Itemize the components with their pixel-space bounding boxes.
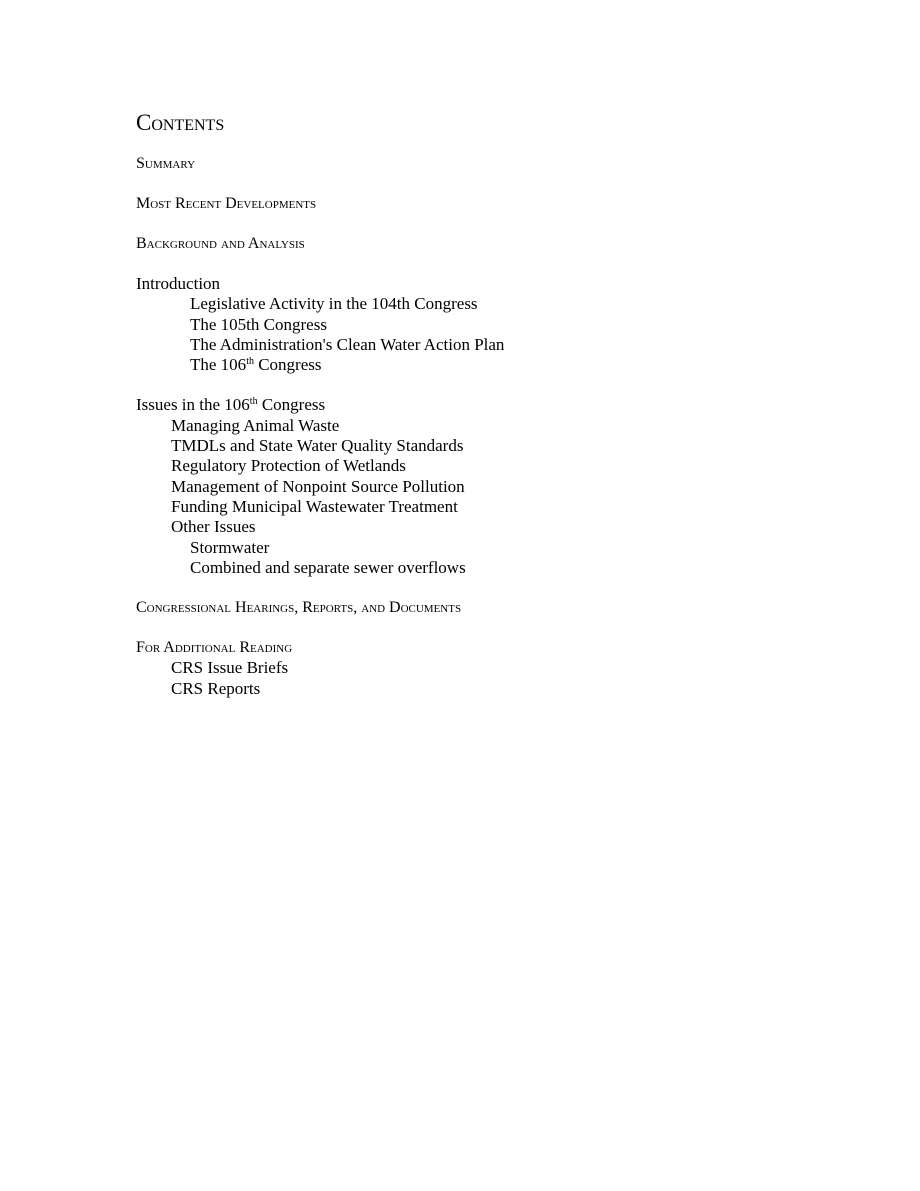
toc-issues-106th-link[interactable] <box>136 395 504 415</box>
toc-background-analysis-link[interactable]: Background and Analysis <box>136 235 305 252</box>
toc-entry-crs-reports[interactable]: CRS Reports <box>171 678 261 698</box>
toc-entry-sewer-overflows[interactable]: Combined and separate sewer overflows <box>190 557 466 577</box>
toc-recent-developments-link[interactable]: Most Recent Developments <box>136 195 317 212</box>
entry-text: Congress <box>253 355 322 375</box>
toc-entry-nonpoint-source[interactable]: Management of Nonpoint Source Pollution <box>171 476 465 496</box>
toc-introduction-link[interactable]: Introduction <box>136 274 221 293</box>
ordinal-superscript: th <box>249 396 258 408</box>
toc-hearings-reports-link[interactable]: Congressional Hearings, Reports, and Documents <box>136 599 462 617</box>
toc-entry-animal-waste[interactable]: Managing Animal Waste <box>171 415 340 435</box>
ordinal-superscript: th <box>246 356 254 368</box>
toc-summary-link[interactable]: Summary <box>136 155 196 172</box>
additional-reading-block <box>136 638 504 699</box>
toc-entry-104th-congress[interactable]: Legislative Activity in the 104th Congress <box>190 294 478 314</box>
contents-heading: Contents <box>136 110 225 135</box>
entry-text: Congress <box>257 395 326 415</box>
introduction-block <box>136 274 504 375</box>
toc-entry-crs-issue-briefs[interactable]: CRS Issue Briefs <box>171 658 289 678</box>
toc-entry-wetlands[interactable]: Regulatory Protection of Wetlands <box>171 456 406 476</box>
table-of-contents <box>136 108 504 719</box>
toc-entry-stormwater[interactable]: Stormwater <box>190 537 270 557</box>
entry-text: Issues in the 106 <box>136 395 250 415</box>
toc-entry-106th-congress[interactable] <box>136 355 504 375</box>
toc-entry-other-issues[interactable]: Other Issues <box>171 517 256 537</box>
issues-block <box>136 395 504 578</box>
toc-entry-105th-congress[interactable]: The 105th Congress <box>190 314 327 334</box>
toc-entry-tmdls[interactable]: TMDLs and State Water Quality Standards <box>171 436 464 456</box>
toc-entry-clean-water-action-plan[interactable]: The Administration's Clean Water Action Plan <box>190 334 505 354</box>
toc-additional-reading-link[interactable]: For Additional Reading <box>136 639 293 657</box>
toc-entry-municipal-wastewater[interactable]: Funding Municipal Wastewater Treatment <box>171 496 458 516</box>
entry-text: The 106 <box>190 355 247 375</box>
